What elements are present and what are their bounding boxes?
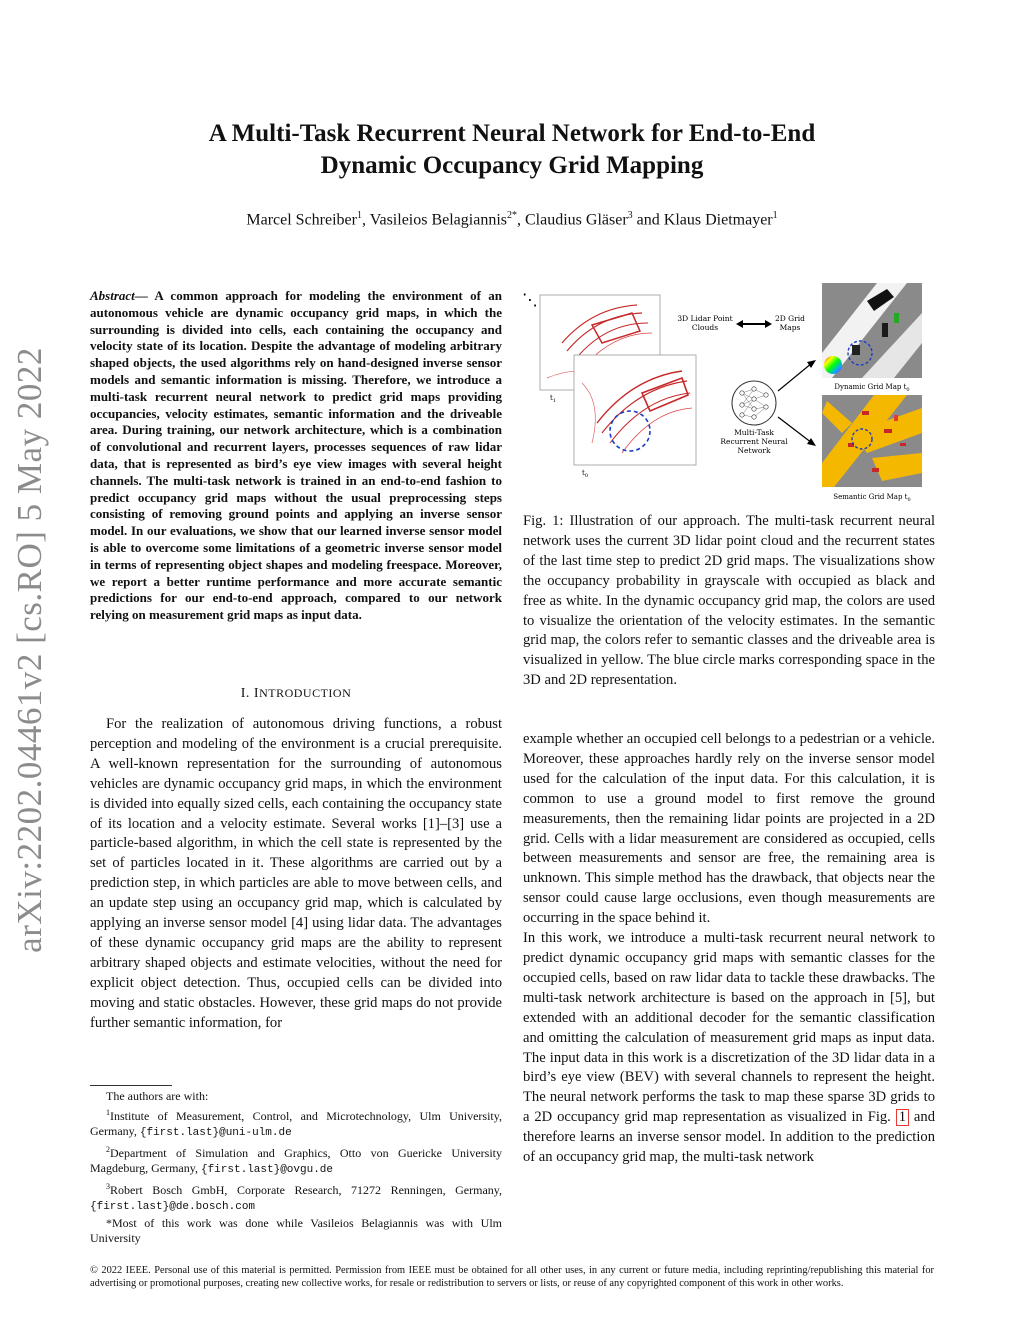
frame-t1-label: $t_1$: [550, 394, 557, 404]
grid-label-line2: Maps: [779, 323, 801, 332]
right-paragraph-2-text: In this work, we introduce a multi-task recurrent neural network to predict dynamic occupancy grid maps with semantic classes for the occupied cells, based on raw lidar data to tackle these drawbacks. The multi-task network architecture is based on the approach in [5], but extended with an additional decoder for the semantic classification and omitting the calculation of measurement grid maps as input data. The input data in this work is a discretization of the 3D lidar data in a bird’s eye view (BEV) with several channels to represent the height. The neural network performs the task to map these sparse 3D grids to a 2D occupancy grid map representation as visualized in Fig.: [523, 930, 935, 1126]
author-1-affil: 1: [356, 210, 362, 221]
footnote-4: *Most of this work was done while Vasileios Belagiannis was with Ulm University: [90, 1215, 502, 1245]
section-title: NTRODUCTION: [259, 686, 352, 700]
author-1: Marcel Schreiber: [246, 211, 357, 229]
figure-1: [522, 283, 934, 508]
author-4-affil: 1: [772, 210, 778, 221]
introduction-text: [90, 715, 502, 1034]
arrow-to-dynamic-icon: [778, 360, 816, 391]
dynamic-map-label: Dynamic Grid Map $t_0$: [834, 383, 910, 393]
neural-network-icon: [732, 381, 776, 425]
network-label-line3: Network: [737, 446, 771, 455]
title-line-1: A Multi-Task Recurrent Neural Network for End-to-End: [208, 120, 816, 147]
arxiv-stamp: [6, 345, 54, 955]
author-separator: ,: [361, 211, 370, 229]
dynamic-grid-map: [822, 283, 922, 378]
author-3-affil: 3: [627, 210, 633, 221]
abstract-text: — A common approach for modeling the environment of an autonomous vehicle are dynamic occupancy grid maps, in which the surrounding is divided into cells, each containing the occupancy and velocity state of its location. Despite the advantage of modeling arbitrary shaped objects, the used algorithms rely on hand-designed inverse sensor models and semantic information is missing. Therefore, we introduce a multi-task recurrent neural network to predict grid maps providing occupancies, velocity estimates, semantic information and the driveable area. During training, our network architecture, which is a combination of convolutional and recurrent layers, processes sequences of raw lidar data, that is represented as bird’s eye view images with several height channels. The multi-task network is trained in an end-to-end fashion to predict occupancy grid maps without the usual preprocessing steps consisting of removing ground points and applying an inverse sensor model. In our evaluations, we show that our learned inverse sensor model is able to overcome some limitations of a geometric inverse sensor model in terms of representing object shapes and modeling freespace. Moreover, we report a better runtime performance and more accurate semantic predictions for our end-to-end approach, compared to our network relying on measurement grid maps as input data.: [90, 288, 502, 623]
footnote-intro: The authors are with:: [106, 1089, 209, 1103]
footnote-1-mark: 1: [106, 1107, 110, 1117]
lidar-label-line2: Clouds: [691, 323, 719, 332]
author-2: Vasileios Belagiannis: [369, 211, 507, 229]
author-4: Klaus Dietmayer: [663, 211, 773, 229]
footnote-2-email: {first.last}@ovgu.de: [200, 1164, 334, 1176]
author-list: [90, 210, 934, 229]
figure-1-link[interactable]: 1: [896, 1109, 909, 1126]
author-separator: ,: [517, 211, 525, 229]
right-paragraph-1: example whether an occupied cell belongs to a pedestrian or a vehicle. Moreover, these approaches hardly rely on the inverse sensor model used for the calculation of the input data. For this calculation, it is common to use a ground model to first remove the ground measurements, then the remaining lidar points are projected in a 2D grid. Cells with a lidar measurement are considered as occupied, cells between measurements and sensor are free, the remaining area is unknown. This simple method has the drawback, that objects near the sensor could cause large occlusions, even though measurements are occurring in the space behind it.: [523, 731, 935, 927]
right-column-text: [523, 730, 935, 1168]
title-line-2: Dynamic Occupancy Grid Mapping: [320, 152, 704, 179]
section-number: I.: [240, 686, 254, 701]
author-2-affil: 2*: [507, 210, 517, 221]
abstract-label: Abstract: [90, 288, 135, 303]
abstract: [90, 288, 502, 624]
arxiv-id: arXiv:2202.04461v2 [cs.RO] 5 May 2022: [10, 347, 49, 953]
network-label-line2: Recurrent Neural: [720, 437, 788, 446]
footnote-2: [90, 1142, 502, 1179]
semantic-grid-map: [822, 395, 922, 487]
footnotes: [90, 1089, 502, 1247]
footnote-3-email: {first.last}@de.bosch.com: [90, 1201, 256, 1213]
section-heading: [90, 686, 502, 702]
footnote-2-mark: 2: [106, 1144, 110, 1154]
paper-title: [90, 118, 934, 182]
grid-label-line1: 2D Grid: [775, 314, 805, 323]
footnote-3-mark: 3: [106, 1181, 110, 1191]
right-paragraph-2: [523, 929, 935, 1168]
network-label-line1: Multi-Task: [734, 428, 774, 437]
footnote-1-email: {first.last}@uni-ulm.de: [139, 1127, 292, 1139]
right-paragraph-2-end: and therefore learns an inverse sensor model. In addition to the prediction of an occupancy grid map, the multi-task network: [523, 1109, 935, 1166]
section-initial: I: [253, 686, 260, 701]
semantic-map-label: Semantic Grid Map $t_0$: [833, 493, 911, 503]
footnote-1-text: Institute of Measurement, Control, and Microtechnology, Ulm University, Germany,: [90, 1108, 502, 1138]
footnote-divider: [90, 1085, 172, 1086]
footnote-3: [90, 1179, 502, 1216]
frame-t0-label: $t_0$: [582, 469, 589, 479]
intro-paragraph: For the realization of autonomous driving functions, a robust perception and modeling of the environment is a crucial prerequisite. A well-known representation for the surrounding of autonomous vehicles are dynamic occupancy grid maps, in which the environment is divided into equally sized cells, each containing the occupancy state of its location and a velocity estimate. Several works [1]–[3] use a particle-based algorithm, in which the cell state is represented by the set of particles located in it. These algorithms are carried out by a prediction step, in which particles are able to move between cells, and an update step using an occupancy grid map, which is calculated by applying an inverse sensor model [4] using lidar data. The advantages of these dynamic occupancy grid maps are the ability to represent arbitrary shaped objects and estimate velocities, without the need for explicit object detection. Thus, occupied cells can be divided into moving and static obstacles. However, these grid maps do not provide further semantic information, for: [90, 716, 502, 1031]
author-3: Claudius Gläser: [525, 211, 628, 229]
copyright-notice: © 2022 IEEE. Personal use of this material is permitted. Permission from IEEE must be obtained for all other uses, in any current or future media, including reprinting/republishing this material for advertising or promotional purposes, creating new collective works, for resale or redistribution to servers or lists, or reuse of any copyrighted component of this work in other works.: [90, 1265, 934, 1289]
author-separator: and: [632, 211, 664, 229]
stack-dots: ⋱: [522, 290, 538, 309]
footnote-2-text: Department of Simulation and Graphics, Otto von Guericke University Magdeburg, Germany,: [90, 1145, 502, 1175]
footnote-1: [90, 1105, 502, 1142]
bidirectional-arrow-icon: [736, 320, 772, 328]
figure-1-caption: Fig. 1: Illustration of our approach. The multi-task recurrent neural network uses the current 3D lidar point cloud and the recurrent states of the last time step to predict 2D grid maps. The visualizations show the occupancy probability in grayscale with occupied as black and free as white. In the dynamic occupancy grid map, the colors are used to visualize the orientation of the velocity estimates. In the semantic grid map, the colors refer to semantic classes and the driveable area is visualized in yellow. The blue circle marks corresponding space in the 3D and 2D representation.: [523, 513, 935, 689]
lidar-frame-t0: [574, 355, 696, 465]
figure-1-graphic: [522, 283, 934, 508]
lidar-label-line1: 3D Lidar Point: [677, 314, 733, 323]
footnote-3-text: Robert Bosch GmbH, Corporate Research, 71272 Renningen, Germany,: [110, 1182, 502, 1197]
